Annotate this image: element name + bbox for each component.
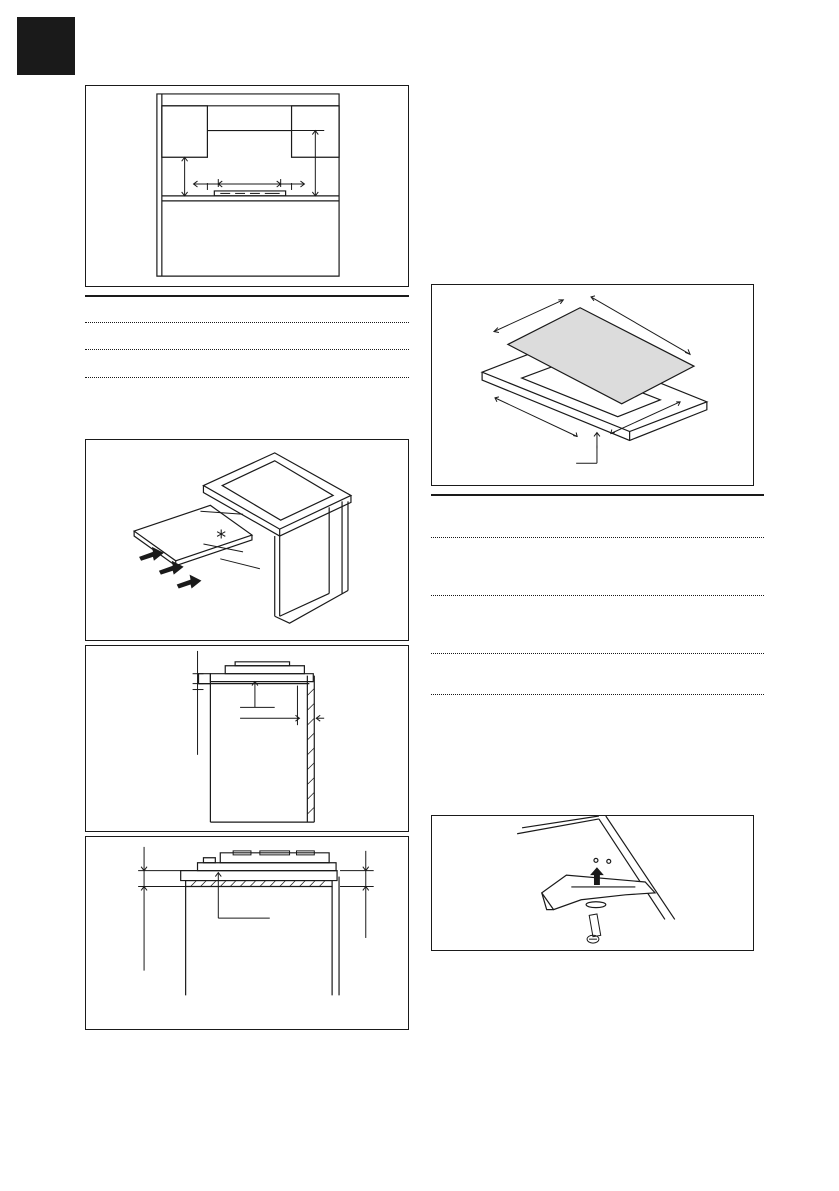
- left-table-header-rule: [85, 295, 409, 297]
- figure-hob-side-section: [85, 645, 409, 832]
- figure-worktop-cutout-dimensions: [431, 284, 754, 486]
- figure-wall-cabinet-clearance: [85, 85, 409, 287]
- figure-fixing-bracket: [431, 815, 754, 951]
- figure-cutout-perspective: [85, 439, 409, 641]
- right-table-row-rule: [431, 537, 764, 538]
- right-table-row-rule: [431, 595, 764, 596]
- right-table-row-rule: [431, 653, 764, 654]
- left-table-row-rule: [85, 377, 409, 378]
- right-table-header-rule: [431, 494, 764, 496]
- left-table-row-rule: [85, 349, 409, 350]
- figure-hob-front-section: [85, 836, 409, 1030]
- right-table-row-rule: [431, 694, 764, 695]
- asterisk-icon: *: [216, 525, 227, 549]
- screw-icon: [587, 914, 601, 943]
- left-table-row-rule: [85, 322, 409, 323]
- language-tab: [17, 17, 75, 75]
